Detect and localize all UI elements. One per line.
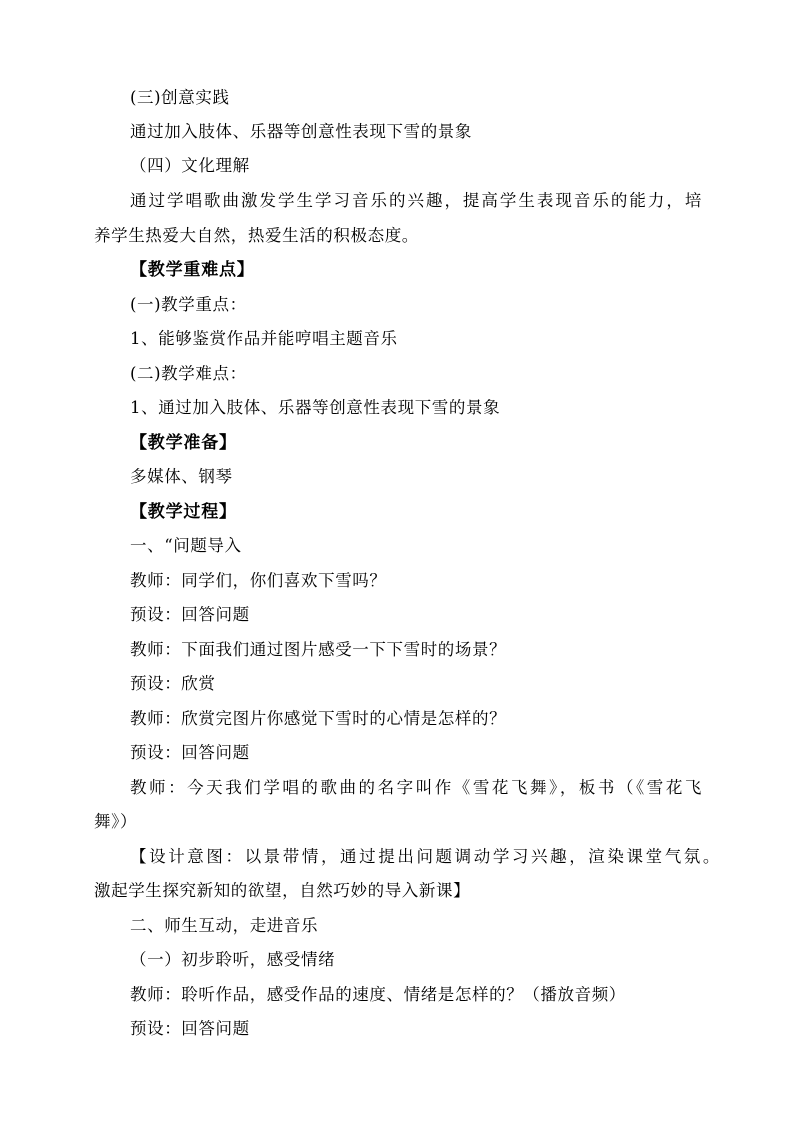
dialogue-line: 教师：下面我们通过图片感受一下下雪时的场景？ [130,640,507,659]
section-creative-practice: (三)创意实践 [130,88,230,107]
dialogue-line: 预设：回答问题 [130,743,250,762]
section-cultural-understanding: （四）文化理解 [130,156,250,175]
dialogue-line: 教师：同学们，你们喜欢下雪吗？ [130,571,387,590]
paragraph-line: 通过加入肢体、乐器等创意性表现下雪的景象 [130,122,472,141]
heading-teaching-process: 【教学过程】 [130,502,237,522]
dialogue-line: 预设：回答问题 [130,605,250,624]
subheading-question-intro: 一、“问题导入 [130,536,242,555]
design-intent-line: 激起学生探究新知的欲望，自然巧妙的导入新课】 [94,881,471,900]
design-intent-line: 【设计意图：以景带情，通过提出问题调动学习兴趣，渲染课堂气氛。 [130,847,720,866]
subheading-difficult-points: (二)教学难点： [130,364,247,383]
paragraph-line: 1、能够鉴赏作品并能哼唱主题音乐 [130,329,398,348]
dialogue-line: 预设：回答问题 [130,1019,250,1038]
dialogue-line: 教师：今天我们学唱的歌曲的名字叫作《雪花飞舞》，板书（《雪花飞 [130,778,702,797]
dialogue-line: 预设：欣赏 [130,674,216,693]
heading-teaching-preparation: 【教学准备】 [130,433,237,453]
paragraph-line: 通过学唱歌曲激发学生学习音乐的兴趣，提高学生表现音乐的能力，培 [130,191,702,210]
dialogue-line: 舞》） [94,812,138,831]
dialogue-line: 教师：聆听作品，感受作品的速度、情绪是怎样的？（播放音频） [130,985,626,1004]
dialogue-line: 教师：欣赏完图片你感觉下雪时的心情是怎样的？ [130,709,507,728]
paragraph-line: 1、通过加入肢体、乐器等创意性表现下雪的景象 [130,398,501,417]
paragraph-line: 多媒体、钢琴 [130,467,233,486]
subheading-interaction: 二、师生互动，走进音乐 [130,916,319,935]
subheading-first-listening: （一）初步聆听，感受情绪 [130,950,336,969]
paragraph-line: 养学生热爱大自然，热爱生活的积极态度。 [94,226,419,245]
subheading-key-points: (一)教学重点： [130,295,247,314]
heading-key-difficult-points: 【教学重难点】 [130,260,255,280]
